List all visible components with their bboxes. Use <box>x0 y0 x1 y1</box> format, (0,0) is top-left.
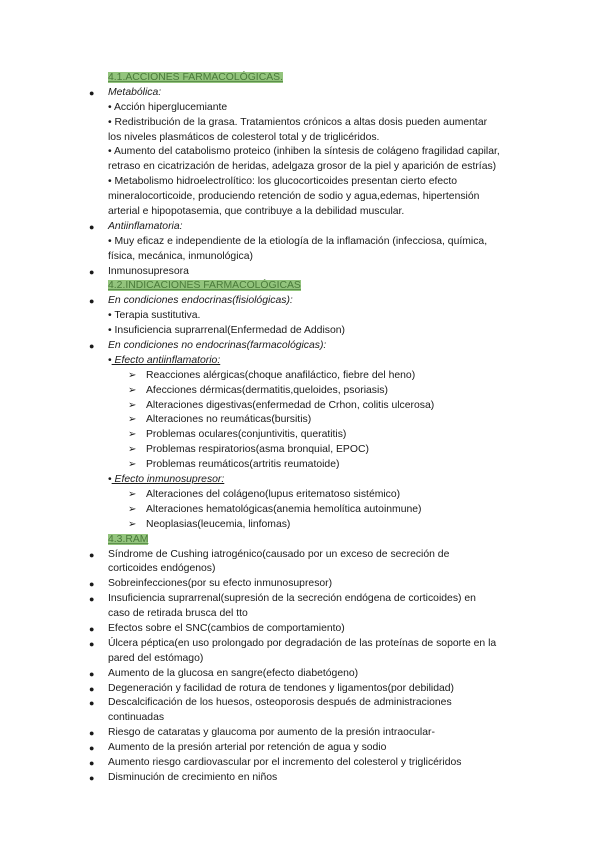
item-text: Disminución de crecimiento en niños <box>108 771 278 783</box>
bullet-icon: ● <box>89 757 95 768</box>
item-text: Descalcificación de los huesos, osteoporosis después de administraciones <box>108 697 452 709</box>
bullet-icon: ● <box>89 638 95 649</box>
subheading-metabolica: Metabólica: <box>108 86 162 98</box>
arrow-bullet-icon: ➢ <box>128 444 137 456</box>
item-text: Insuficiencia suprarrenal(supresión de la secreción endógena de corticoides) en <box>108 593 476 605</box>
bullet-prefix: • <box>108 354 112 366</box>
bullet-icon: ● <box>89 579 95 590</box>
section-heading-acciones <box>0 71 600 86</box>
item-text: Efectos sobre el SNC(cambios de comportamiento) <box>108 622 345 634</box>
arrow-list-item <box>0 369 600 384</box>
list-item-ram <box>0 577 600 592</box>
arrow-list-item <box>0 384 600 399</box>
item-text: Alteraciones no reumáticas(bursitis) <box>146 414 312 426</box>
arrow-bullet-icon: ➢ <box>128 369 137 381</box>
text-line: • Redistribución de la grasa. Tratamientos crónicos a altas dosis pueden aumentar <box>108 116 488 128</box>
arrow-list-item <box>0 488 600 503</box>
bullet-icon: ● <box>89 728 95 739</box>
list-item-ram <box>0 622 600 637</box>
item-text: Alteraciones del colágeno(lupus eritematoso sistémico) <box>146 488 401 500</box>
arrow-bullet-icon: ➢ <box>128 429 137 441</box>
text-line: retraso en cicatrización de heridas, adelgaza grosor de la piel y aparición de estrías) <box>108 161 497 173</box>
subheading-label: Efecto antiinflamatorio: <box>111 354 221 366</box>
bullet-icon: ● <box>89 743 95 754</box>
bullet-icon: ● <box>89 668 95 679</box>
bullet-icon: ● <box>89 623 95 634</box>
arrow-list-item <box>0 458 600 473</box>
text-line: los niveles plasmáticos de colesterol total y de triglicéridos. <box>108 131 380 143</box>
text-line: • Metabolismo hidroelectrolítico: los glucocorticoides presentan cierto efecto <box>108 176 458 188</box>
arrow-bullet-icon: ➢ <box>128 459 137 471</box>
heading-text: 4.3.RAM <box>108 533 149 545</box>
heading-text: 4.2.INDICACIONES FARMACOLÓGICAS <box>108 280 301 292</box>
item-text: Síndrome de Cushing iatrogénico(causado por un exceso de secreción de <box>108 548 450 560</box>
list-item-endocrinas <box>0 294 600 309</box>
subheading-efecto-inmunosupresor <box>0 473 600 488</box>
subheading-endocrinas: En condiciones endocrinas(fisiológicas): <box>108 295 293 307</box>
bullet-icon: ● <box>89 296 95 307</box>
list-item-ram <box>0 726 600 741</box>
subheading-no-endocrinas: En condiciones no endocrinas(farmacológicas): <box>108 340 327 352</box>
list-item-ram <box>0 548 600 563</box>
arrow-bullet-icon: ➢ <box>128 414 137 426</box>
inmunosupresora-text: Inmunosupresora <box>108 265 189 277</box>
text-line: pared del estómago) <box>108 652 204 664</box>
list-item-antiinflamatoria <box>0 220 600 235</box>
arrow-list-item <box>0 443 600 458</box>
item-text: Aumento de la glucosa en sangre(efecto diabetógeno) <box>108 667 359 679</box>
item-text: Afecciones dérmicas(dermatitis,queloides, psoriasis) <box>146 384 388 396</box>
list-item-ram <box>0 682 600 697</box>
arrow-list-item <box>0 428 600 443</box>
bullet-icon: ● <box>89 549 95 560</box>
item-text: Riesgo de cataratas y glaucoma por aumento de la presión intraocular- <box>108 727 435 739</box>
bullet-icon: ● <box>89 221 95 232</box>
heading-text: 4.1.ACCIONES FARMACOLÓGICAS. <box>108 72 283 83</box>
bullet-icon: ● <box>89 594 95 605</box>
document-content <box>0 71 600 786</box>
bullet-icon: ● <box>89 683 95 694</box>
bullet-icon: ● <box>89 341 95 352</box>
arrow-list-item <box>0 503 600 518</box>
list-item-ram <box>0 771 600 786</box>
text-line: arterial e hipopotasemia, que contribuye a la debilidad muscular. <box>108 206 405 218</box>
section-heading-ram <box>0 533 600 548</box>
item-text: Aumento de la presión arterial por retención de agua y sodio <box>108 742 387 754</box>
text-line: corticoides endógenos) <box>108 563 216 575</box>
item-text: Sobreinfecciones(por su efecto inmunosupresor) <box>108 578 333 590</box>
text-line: física, mecánica, inmunológica) <box>108 250 253 262</box>
item-text: Aumento riesgo cardiovascular por el incremento del colesterol y triglicéridos <box>108 756 462 768</box>
text-line: • Muy eficaz e independiente de la etiología de la inflamación (infecciosa, química, <box>108 235 488 247</box>
arrow-list-item <box>0 518 600 533</box>
bullet-icon: ● <box>89 698 95 709</box>
bullet-icon: ● <box>89 87 95 98</box>
subheading-label: Efecto inmunosupresor: <box>111 474 225 486</box>
subheading-efecto-antiinflamatorio <box>0 354 600 369</box>
bullet-icon: ● <box>89 266 95 277</box>
item-text: Problemas reumáticos(artritis reumatoide) <box>146 459 340 471</box>
text-line: continuadas <box>108 712 165 724</box>
list-item-ram <box>0 592 600 607</box>
bullet-icon: ● <box>89 772 95 783</box>
arrow-list-item <box>0 413 600 428</box>
subheading-antiinflamatoria: Antiinflamatoria: <box>108 220 183 232</box>
section-heading-indicaciones <box>0 279 600 294</box>
list-item-ram <box>0 667 600 682</box>
list-item-no-endocrinas <box>0 339 600 354</box>
arrow-bullet-icon: ➢ <box>128 384 137 396</box>
item-text: Úlcera péptica(en uso prolongado por degradación de las proteínas de soporte en la <box>108 637 497 649</box>
text-line: • Acción hiperglucemiante <box>108 101 228 113</box>
text-line: • Terapia sustitutiva. <box>108 310 201 322</box>
list-item-ram <box>0 756 600 771</box>
arrow-list-item <box>0 399 600 414</box>
text-line: caso de retirada brusca del tto <box>108 608 248 620</box>
list-item-ram <box>0 696 600 711</box>
arrow-bullet-icon: ➢ <box>128 488 137 500</box>
list-item-ram <box>0 637 600 652</box>
list-item-inmunosupresora <box>0 265 600 280</box>
text-line: • Insuficiencia suprarrenal(Enfermedad de Addison) <box>108 325 345 337</box>
list-item-ram <box>0 741 600 756</box>
item-text: Neoplasias(leucemia, linfomas) <box>146 518 291 530</box>
item-text: Degeneración y facilidad de rotura de tendones y ligamentos(por debilidad) <box>108 682 454 694</box>
text-line: mineralocorticoide, produciendo retención de sodio y agua,edemas, hipertensión <box>108 191 480 203</box>
arrow-bullet-icon: ➢ <box>128 399 137 411</box>
bullet-prefix: • <box>108 474 112 486</box>
arrow-bullet-icon: ➢ <box>128 503 137 515</box>
list-item-metabolica <box>0 86 600 101</box>
item-text: Problemas oculares(conjuntivitis, queratitis) <box>146 429 347 441</box>
arrow-bullet-icon: ➢ <box>128 518 137 530</box>
item-text: Alteraciones hematológicas(anemia hemolítica autoinmune) <box>146 503 422 515</box>
text-line: • Aumento del catabolismo proteico (inhiben la síntesis de colágeno fragilidad capilar, <box>108 146 500 158</box>
item-text: Reacciones alérgicas(choque anafiláctico, fiebre del heno) <box>146 369 416 381</box>
item-text: Alteraciones digestivas(enfermedad de Crhon, colitis ulcerosa) <box>146 399 435 411</box>
item-text: Problemas respiratorios(asma bronquial, EPOC) <box>146 444 369 456</box>
